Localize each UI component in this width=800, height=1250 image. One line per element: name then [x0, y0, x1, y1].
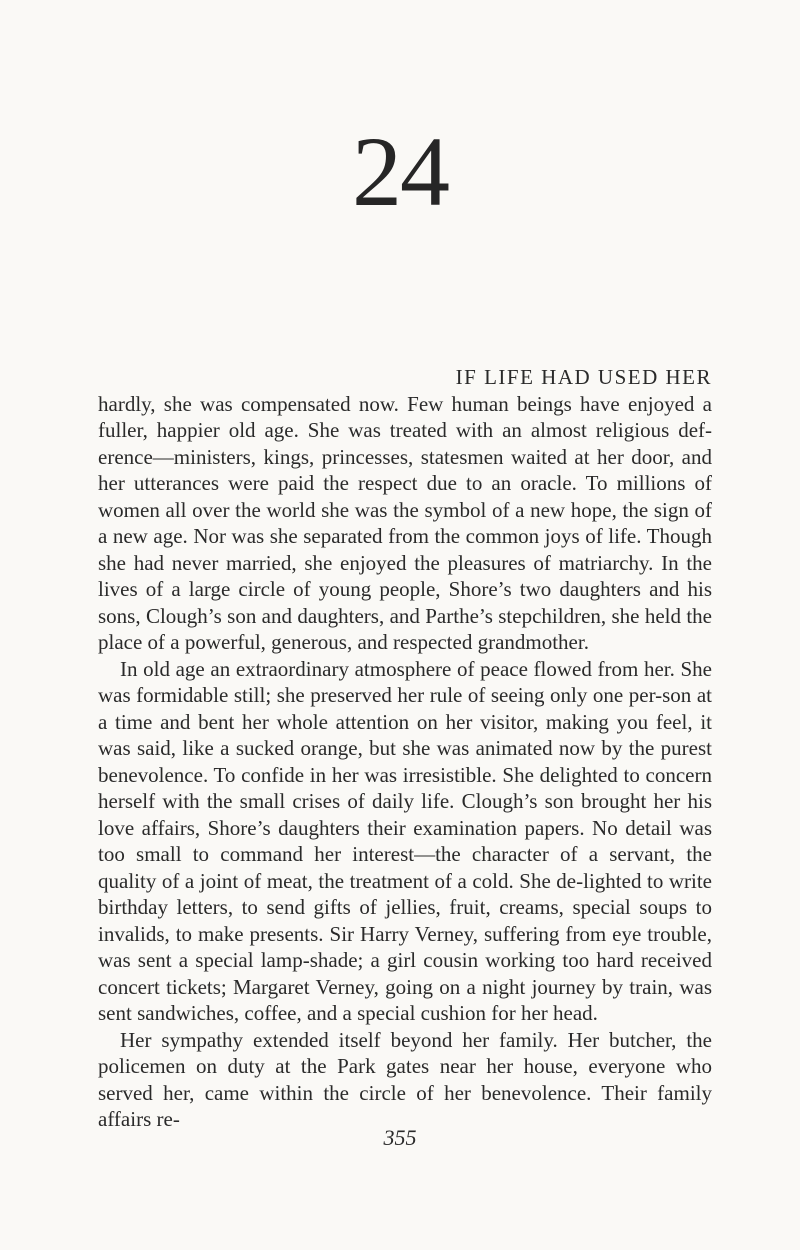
chapter-number: 24 [352, 116, 448, 227]
page-number: 355 [383, 1125, 417, 1150]
paragraph-1-text: hardly, she was compensated now. Few human beings have enjoyed a fuller, happier old age. She was treated with an almost religious def-erence—ministers, kings, princesses, statesmen waited at her door, and her utterances were paid the respect due to an oracle. To millions of women all over the world she was the symbol of a new hope, the sign of a new age. Nor was she separated from the common joys of life. Though she had never married, she enjoyed the pleasures of matriarchy. In the lives of a large circle of young people, Shore’s two daughters and his sons, Clough’s son and daughters, and Parthe’s stepchildren, she held the place of a powerful, generous, and respected grandmother. [98, 391, 712, 654]
paragraph-1 [98, 364, 712, 656]
chapter-text [98, 364, 712, 1133]
opening-caps: IF LIFE HAD USED HER [455, 365, 712, 389]
paragraph-3: Her sympathy extended itself beyond her family. Her butcher, the policemen on duty at the Park gates near her house, everyone who served her, came within the circle of her benevolence. Their family affairs re- [98, 1027, 712, 1131]
paragraph-2: In old age an extraordinary atmosphere of peace flowed from her. She was formidable still; she preserved her rule of seeing only one per-son at a time and bent her whole attention on her visitor, making you feel, it was said, like a sucked orange, but she was animated now by the purest benevolence. To confide in her was irresistible. She delighted to concern herself with the small crises of daily life. Clough’s son brought her his love affairs, Shore’s daughters their examination papers. No detail was too small to command her interest—the character of a servant, the quality of a joint of meat, the treatment of a cold. She de-lighted to write birthday letters, to send gifts of jellies, fruit, creams, special soups to invalids, to make presents. Sir Harry Verney, suffering from eye trouble, was sent a special lamp-shade; a girl cousin working too hard received concert tickets; Margaret Verney, going on a night journey by train, was sent sandwiches, coffee, and a special cushion for her head. [98, 656, 712, 1025]
